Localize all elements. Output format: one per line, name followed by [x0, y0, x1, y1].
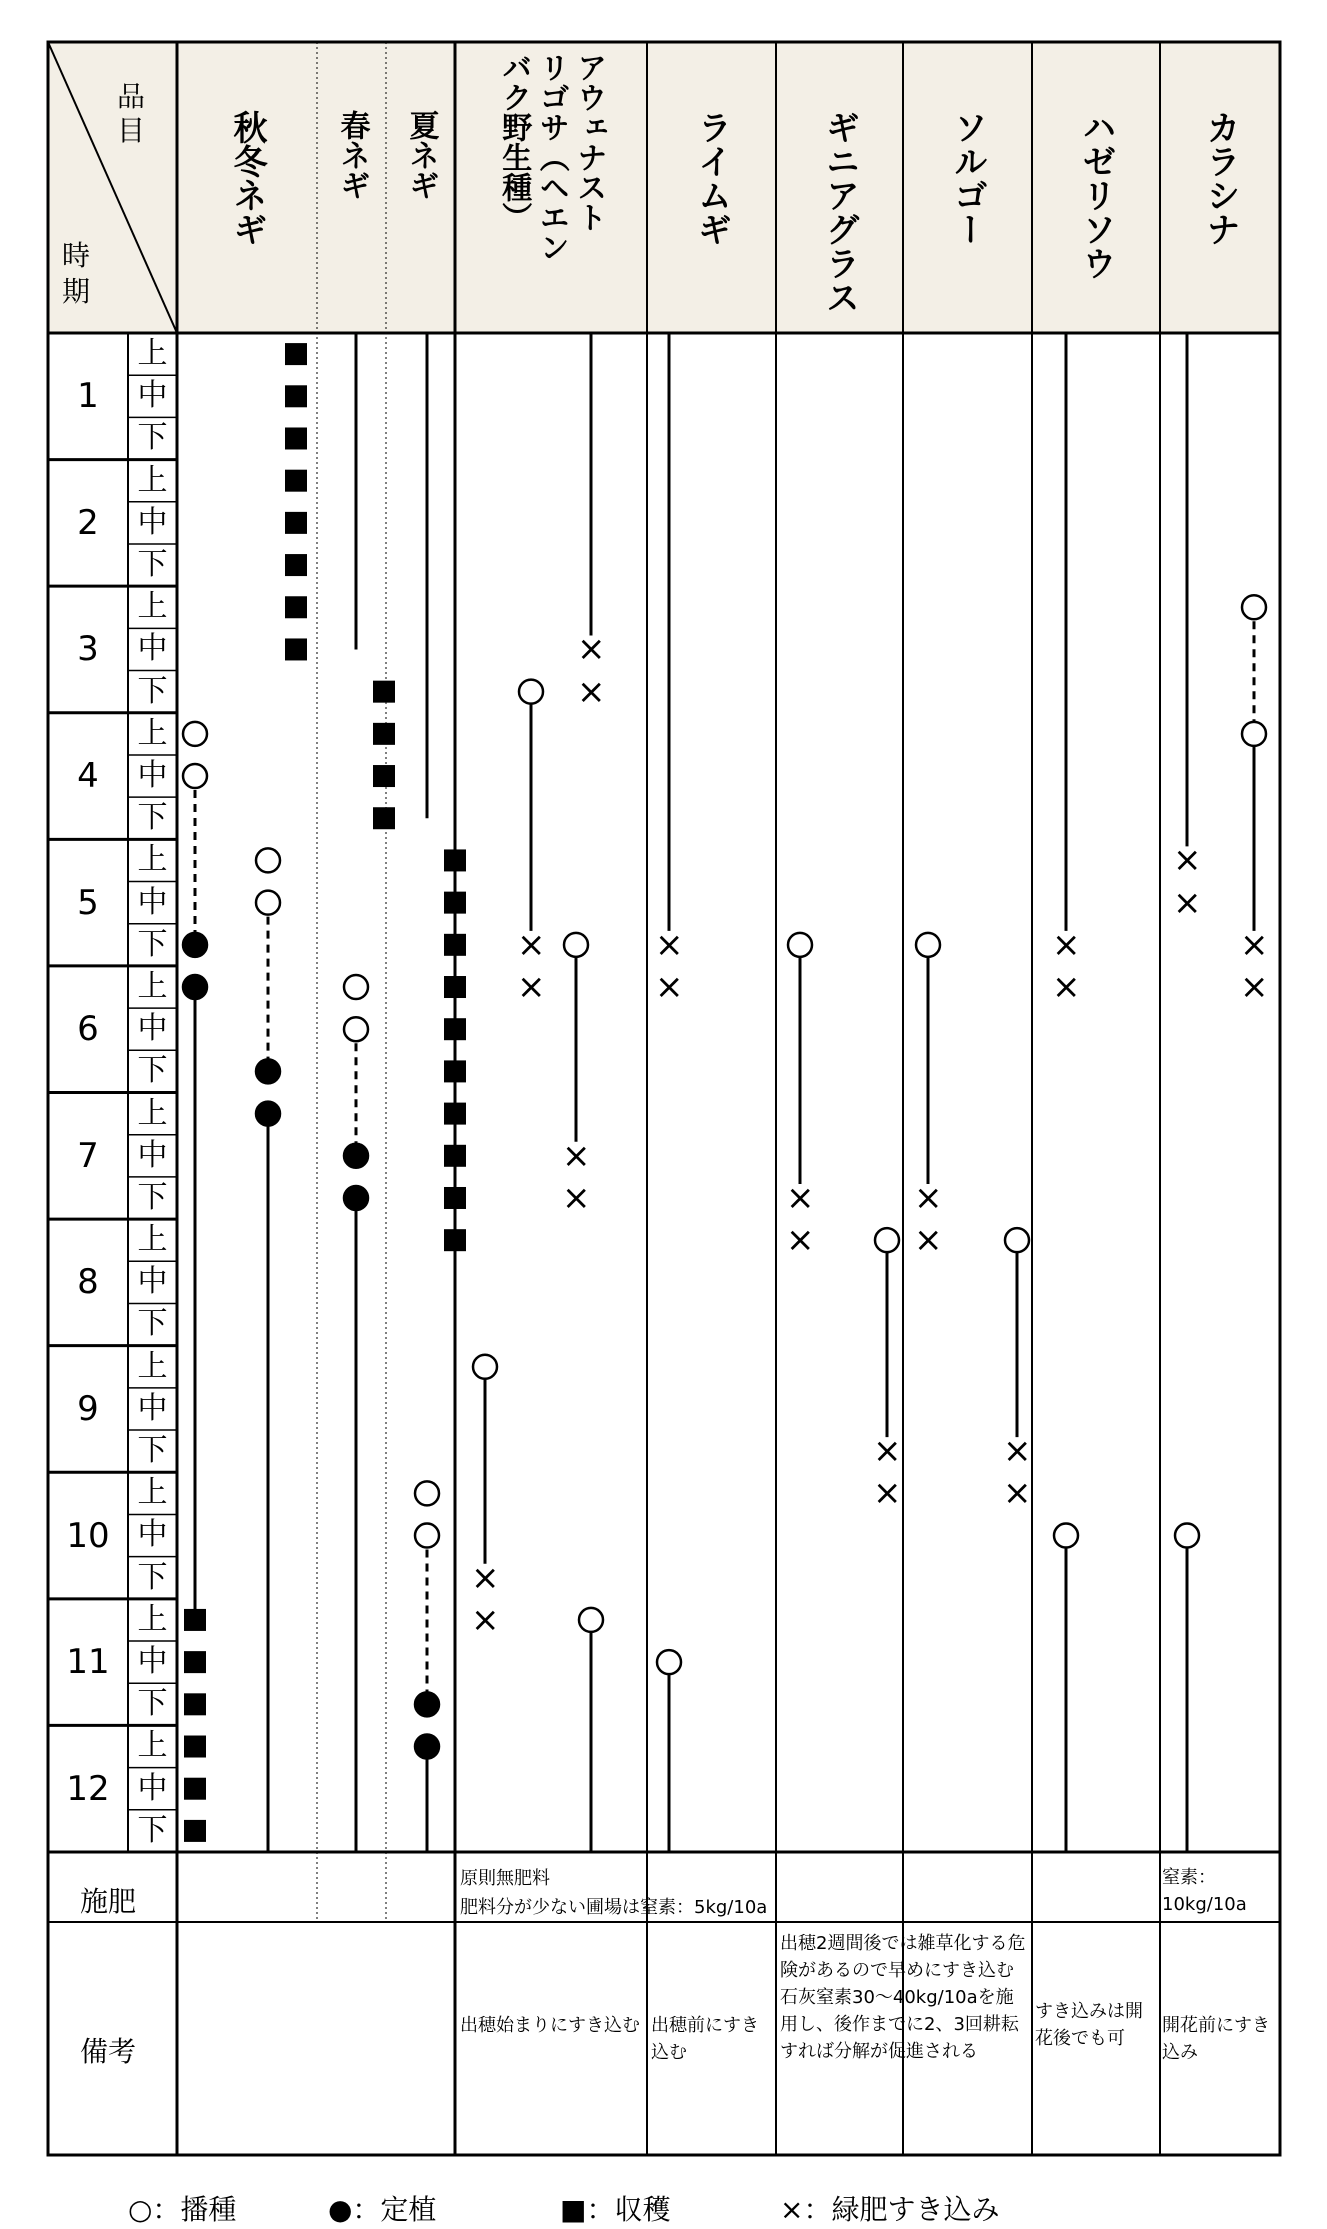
planting-mark	[415, 1692, 439, 1716]
crop-header: カラシナ	[1200, 110, 1240, 246]
harvest-mark	[373, 723, 395, 745]
decade-label: 上	[137, 1222, 168, 1258]
incorporation-mark: ×	[562, 1135, 591, 1176]
planting-mark	[415, 1735, 439, 1759]
decade-label: 下	[137, 1812, 168, 1848]
harvest-mark	[184, 1651, 206, 1673]
planting-mark	[183, 975, 207, 999]
decade-label: 中	[137, 1011, 168, 1047]
month-label: 12	[66, 1768, 110, 1809]
sowing-mark	[657, 1650, 681, 1674]
incorporation-mark: ×	[786, 1220, 815, 1261]
decade-label: 中	[137, 1517, 168, 1553]
remarks-karashina: 開花前にすき込み	[1162, 2015, 1270, 2063]
decade-label: 下	[137, 926, 168, 962]
decade-label: 上	[137, 715, 168, 751]
harvest-mark	[285, 427, 307, 449]
planting-mark	[256, 1102, 280, 1126]
month-label: 4	[77, 756, 99, 797]
decade-label: 上	[137, 968, 168, 1004]
incorporation-mark: ×	[577, 671, 606, 712]
decade-label: 中	[137, 1644, 168, 1680]
harvest-mark	[444, 1103, 466, 1125]
harvest-mark	[285, 343, 307, 365]
month-label: 9	[77, 1388, 99, 1429]
sowing-mark	[415, 1524, 439, 1548]
decade-label: 上	[137, 1475, 168, 1511]
decade-label: 上	[137, 1095, 168, 1131]
month-label: 2	[77, 502, 99, 543]
harvest-mark	[285, 596, 307, 618]
decade-label: 中	[137, 757, 168, 793]
harvest-mark	[184, 1609, 206, 1631]
incorporation-mark: ×	[873, 1473, 902, 1514]
incorporation-mark: ×	[1052, 924, 1081, 965]
incorporation-mark: ×	[577, 629, 606, 670]
harvest-mark	[184, 1820, 206, 1842]
harvest-mark	[184, 1693, 206, 1715]
decade-label: 下	[137, 1306, 168, 1342]
fertilizer-label: 施肥	[80, 1885, 137, 1918]
decade-label: 中	[137, 631, 168, 667]
decade-label: 上	[137, 1728, 168, 1764]
crop-header: ギニアグラス	[819, 110, 860, 314]
harvest-mark	[444, 849, 466, 871]
month-label: 7	[77, 1135, 99, 1176]
decade-label: 下	[137, 1433, 168, 1469]
harvest-mark	[285, 470, 307, 492]
incorporation-mark: ×	[786, 1177, 815, 1218]
harvest-mark	[184, 1736, 206, 1758]
harvest-mark	[184, 1778, 206, 1800]
table-border	[48, 42, 1280, 2155]
sowing-mark	[1242, 595, 1266, 619]
incorporation-mark: ×	[1173, 882, 1202, 923]
remarks-label: 備考	[80, 2035, 137, 2068]
decade-label: 下	[137, 1179, 168, 1215]
sowing-mark	[519, 680, 543, 704]
planting-mark	[256, 1059, 280, 1083]
decade-label: 下	[137, 800, 168, 836]
sowing-mark	[473, 1355, 497, 1379]
month-label: 5	[77, 882, 99, 923]
harvest-mark	[444, 976, 466, 998]
sowing-mark	[564, 933, 588, 957]
sowing-mark	[875, 1228, 899, 1252]
crop-header: ハゼリソウ	[1076, 110, 1116, 280]
sowing-mark	[344, 1017, 368, 1041]
incorporation-mark: ×	[1240, 967, 1269, 1007]
legend-planting: ●：定植	[328, 2193, 437, 2226]
remarks-avena: 出穂始まりにすき込む	[460, 2015, 640, 2036]
crop-header-line: アウェナスト	[571, 52, 607, 232]
planting-mark	[183, 933, 207, 957]
crop-header-line: リゴサ（ヘエン	[533, 52, 569, 262]
crop-header: ソルゴー	[947, 110, 988, 246]
crop-header-line: バク野生種）	[496, 52, 532, 232]
sowing-mark	[1175, 1524, 1199, 1548]
harvest-mark	[285, 512, 307, 534]
remarks-guinea: 出穂2週間後では雑草化する危険があるので早めにすき込む 石灰窒素30〜40kg/10aを施用し、後作までに2、3回耕耘すれば分解が促進される	[780, 1933, 1032, 2062]
incorporation-mark: ×	[471, 1557, 500, 1598]
month-label: 1	[77, 376, 99, 417]
incorporation-mark: ×	[1173, 840, 1202, 881]
harvest-mark	[285, 638, 307, 660]
incorporation-mark: ×	[655, 967, 684, 1007]
decade-label: 下	[137, 1559, 168, 1595]
sowing-mark	[183, 722, 207, 746]
corner-items-label: 品目	[117, 80, 146, 147]
incorporation-mark: ×	[1003, 1431, 1032, 1472]
incorporation-mark: ×	[517, 967, 546, 1007]
incorporation-mark: ×	[914, 1177, 943, 1218]
sowing-mark	[415, 1481, 439, 1505]
decade-label: 下	[137, 1053, 168, 1089]
incorporation-mark: ×	[471, 1599, 500, 1640]
planting-mark	[344, 1186, 368, 1210]
crop-header: ライムギ	[691, 110, 732, 246]
incorporation-mark: ×	[1240, 924, 1269, 965]
decade-label: 上	[137, 1348, 168, 1384]
corner-period-label: 時期	[62, 239, 91, 308]
crop-header: 秋冬ネギ	[227, 110, 267, 246]
crop-header-avena	[455, 52, 647, 322]
month-label: 11	[66, 1642, 110, 1683]
incorporation-mark: ×	[873, 1431, 902, 1472]
decade-label: 中	[137, 1390, 168, 1426]
sowing-mark	[183, 764, 207, 788]
legend-incorporation: ×：緑肥すき込み	[780, 2193, 1000, 2226]
harvest-mark	[444, 1187, 466, 1209]
legend-sowing: ○：播種	[128, 2193, 237, 2226]
decade-label: 中	[137, 504, 168, 540]
fertilizer-karashina: 窒素：10kg/10a	[1162, 1867, 1247, 1915]
fertilizer-general-line1: 原則無肥料	[460, 1868, 550, 1889]
sowing-mark	[1054, 1524, 1078, 1548]
harvest-mark	[285, 554, 307, 576]
incorporation-mark: ×	[1052, 967, 1081, 1007]
decade-label: 下	[137, 1686, 168, 1722]
harvest-mark	[373, 807, 395, 829]
decade-label: 上	[137, 589, 168, 625]
harvest-mark	[373, 681, 395, 703]
month-label: 3	[77, 629, 99, 670]
incorporation-mark: ×	[1003, 1473, 1032, 1514]
month-label: 10	[66, 1515, 110, 1556]
sowing-mark	[256, 848, 280, 872]
incorporation-mark: ×	[562, 1177, 591, 1218]
harvest-mark	[444, 934, 466, 956]
sowing-mark	[1005, 1228, 1029, 1252]
decade-label: 中	[137, 1137, 168, 1173]
grid-lines	[48, 42, 1280, 2155]
month-label: 8	[77, 1262, 99, 1303]
remarks-rye: 出穂前にすき込む	[651, 2015, 759, 2063]
sowing-mark	[579, 1608, 603, 1632]
sowing-mark	[788, 933, 812, 957]
decade-label: 上	[137, 1601, 168, 1637]
legend-harvest: ■：収穫	[560, 2193, 671, 2226]
harvest-mark	[285, 385, 307, 407]
harvest-mark	[373, 765, 395, 787]
harvest-mark	[444, 1145, 466, 1167]
decade-label: 中	[137, 884, 168, 920]
sowing-mark	[916, 933, 940, 957]
decade-label: 上	[137, 462, 168, 498]
sowing-mark	[344, 975, 368, 999]
month-label: 6	[77, 1009, 99, 1050]
decade-label: 中	[137, 1264, 168, 1300]
remarks-hazeri: すき込みは開花後でも可	[1035, 2001, 1143, 2049]
planting-mark	[344, 1144, 368, 1168]
decade-label: 下	[137, 420, 168, 456]
decade-label: 中	[137, 378, 168, 414]
incorporation-mark: ×	[655, 924, 684, 965]
sowing-mark	[256, 891, 280, 915]
harvest-mark	[444, 1060, 466, 1082]
crop-header: 春ネギ	[334, 110, 370, 200]
incorporation-mark: ×	[914, 1220, 943, 1261]
decade-label: 下	[137, 673, 168, 709]
decade-label: 中	[137, 1770, 168, 1806]
harvest-mark	[444, 892, 466, 914]
incorporation-mark: ×	[517, 924, 546, 965]
decade-label: 下	[137, 546, 168, 582]
decade-label: 上	[137, 842, 168, 878]
sowing-mark	[1242, 722, 1266, 746]
decade-label: 上	[137, 336, 168, 371]
crop-header: 夏ネギ	[403, 110, 439, 200]
harvest-mark	[444, 1018, 466, 1040]
harvest-mark	[444, 1229, 466, 1251]
fertilizer-general-line2: 肥料分が少ない圃場は窒素：5kg/10a	[460, 1897, 768, 1918]
